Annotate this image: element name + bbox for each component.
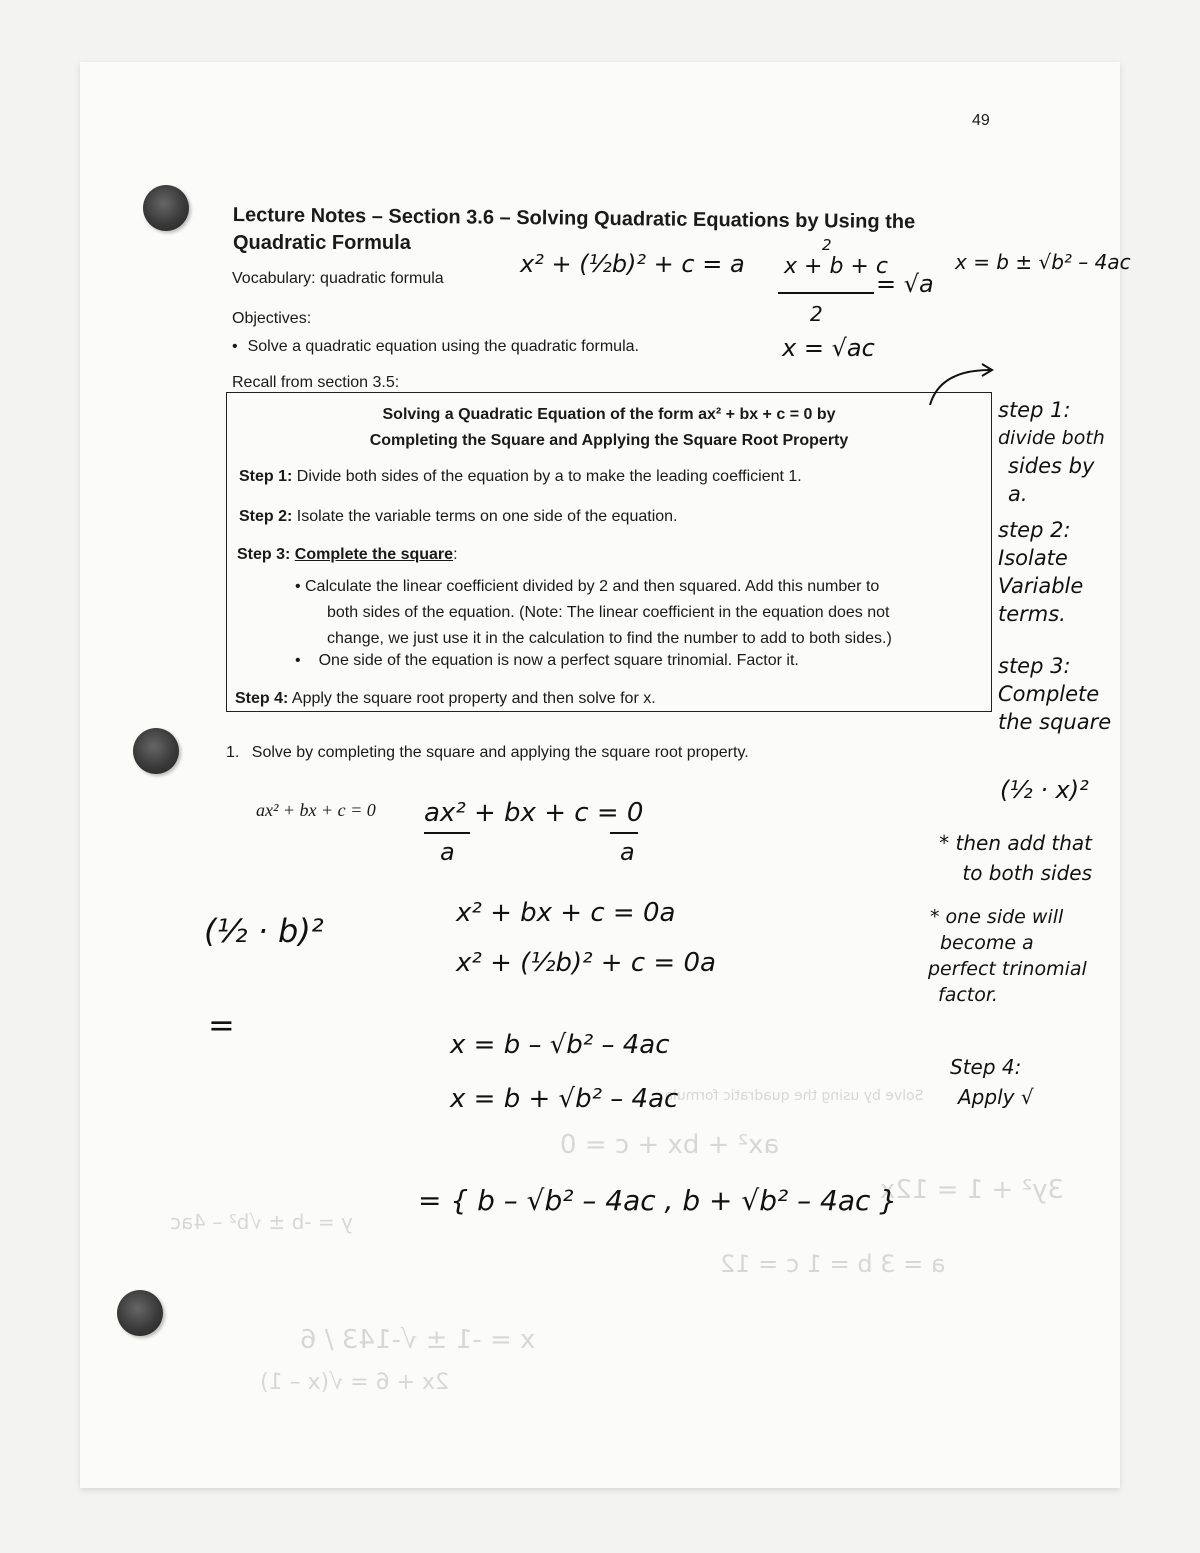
hand-top-eq4: x = b ± √b² – 4ac (955, 250, 1131, 274)
problem-1-number: 1. (226, 744, 240, 761)
side-step-3-formula: (½ · x)² (1000, 776, 1089, 804)
side-step-1 (998, 396, 1105, 508)
step-4-label: Step 4: (235, 690, 289, 707)
recall-label: Recall from section 3.5: (232, 374, 400, 391)
step-3-bullet-2: • One side of the equation is now a perfect square trinomial. Factor it. (295, 652, 799, 669)
bleed-through-6: Solve by using the quadratic formula. (660, 1088, 924, 1104)
page-number: 49 (972, 112, 990, 129)
side-step-3 (998, 652, 1111, 736)
step-3-label: Step 3: (237, 546, 291, 563)
work-half-b-squared: (½ · b)² (204, 912, 324, 950)
work-line-4: x = b – √b² – 4ac (450, 1030, 670, 1060)
hand-top-eq3: x = √ac (782, 334, 875, 362)
curved-arrow-icon (920, 360, 1000, 410)
side-step-1-a: step 1: (998, 398, 1071, 422)
page-title-line-2: Quadratic Formula (233, 232, 411, 254)
work-fraction-bar-right (610, 832, 638, 834)
side-step-1-d: a. (1008, 482, 1028, 506)
work-line-3: x² + (½b)² + c = 0a (456, 948, 716, 978)
work-divide-numerator: ax² + bx + c = 0 (424, 798, 644, 828)
vocabulary: Vocabulary: quadratic formula (232, 270, 444, 287)
step-2-text: Isolate the variable terms on one side of the equation. (296, 508, 678, 525)
side-step-1-c: sides by (1008, 454, 1095, 478)
step-3-text: Complete the square (294, 546, 454, 563)
box-step-4 (235, 690, 656, 708)
punch-hole-middle (133, 728, 179, 774)
bleed-through-5: y = -b ± √b² – 4ac (170, 1210, 353, 1234)
side-note-1-b: to both sides (962, 861, 1092, 885)
bullet-2-text: One side of the equation is now a perfect square trinomial. Factor it. (318, 652, 799, 669)
step-1-text: Divide both sides of the equation by a to make the leading coefficient 1. (296, 468, 802, 485)
bleed-through-7: 2x + 6 = √(x – 1) (260, 1370, 450, 1395)
bullet-1-line-2: both sides of the equation. (Note: The linear coefficient in the equation does not (327, 604, 890, 621)
side-step-4 (950, 1052, 1034, 1112)
hand-top-eq2-den: 2 (810, 302, 823, 326)
side-step-2-c: Variable (998, 574, 1084, 598)
side-note-2-d: factor. (938, 984, 998, 1006)
step-2-label: Step 2: (239, 508, 293, 525)
bullet-1-line-1: Calculate the linear coefficient divided by 2 and then squared. Add this number to (305, 578, 880, 595)
step-1-label: Step 1: (239, 468, 293, 485)
objective-1: • Solve a quadratic equation using the quadratic formula. (232, 338, 639, 356)
hand-top-eq2-sup: 2 (822, 236, 832, 254)
side-note-2-b: become a (940, 932, 1034, 954)
work-final-answer: = { b – √b² – 4ac , b + √b² – 4ac } (418, 1184, 898, 1217)
side-step-2-d: terms. (998, 602, 1066, 626)
side-note-2 (928, 904, 1087, 1008)
work-equals: = (208, 1006, 235, 1044)
work-line-2: x² + bx + c = 0a (456, 898, 676, 928)
bleed-through-3: a = 3 b = 1 c = 12 (720, 1250, 946, 1278)
side-step-3-a: step 3: (998, 654, 1071, 678)
side-step-2-b: Isolate (998, 546, 1068, 570)
hand-top-eq2-rhs: = √a (876, 270, 934, 298)
side-note-2-c: perfect trinomial (928, 958, 1087, 980)
hand-top-eq2-num: x + b + c (784, 254, 888, 279)
work-fraction-bar-left (424, 832, 470, 834)
page-title-line-1: Lecture Notes – Section 3.6 – Solving Quadratic Equations by Using the (232, 203, 916, 234)
side-step-4-a: Step 4: (950, 1055, 1022, 1079)
side-step-2 (998, 516, 1083, 628)
box-heading-line-2: Completing the Square and Applying the Square Root Property (369, 432, 849, 449)
bleed-through-4: x = -1 ± √-143 / 6 (300, 1325, 536, 1355)
side-step-2-a: step 2: (998, 518, 1071, 542)
objectives-label: Objectives: (232, 310, 312, 327)
work-divide-den-left: a (440, 838, 455, 866)
work-divide-den-right: a (620, 838, 635, 866)
hand-top-eq1: x² + (½b)² + c = a (520, 250, 745, 278)
punch-hole-top (143, 185, 189, 231)
box-heading-line-1: Solving a Quadratic Equation of the form ax² + bx + c = 0 by (382, 406, 836, 423)
side-step-4-b: Apply √ (958, 1085, 1034, 1109)
box-step-3: Step 3: Complete the square: (237, 546, 458, 563)
step-4-text: Apply the square root property and then solve for x. (291, 690, 656, 707)
punch-hole-bottom (117, 1290, 163, 1336)
problem-1 (226, 744, 749, 762)
side-step-3-c: the square (998, 710, 1112, 734)
side-note-2-a: * one side will (930, 906, 1064, 928)
side-note-1-a: * then add that (939, 831, 1092, 855)
work-line-5: x = b + √b² – 4ac (450, 1084, 679, 1114)
side-step-1-b: divide both (998, 427, 1105, 449)
side-note-1 (928, 828, 1092, 888)
fraction-bar (778, 292, 874, 294)
box-step-1 (239, 468, 802, 486)
side-step-3-b: Complete (998, 682, 1100, 706)
box-step-2 (239, 508, 677, 526)
problem-1-text: Solve by completing the square and applying the square root property. (251, 744, 749, 761)
bleed-through-1: ax² + bx + c = 0 (560, 1130, 780, 1160)
bleed-through-2: 3y² + 1 = 12x (880, 1175, 1064, 1205)
step-3-bullet-1: • Calculate the linear coefficient divided by 2 and then squared. Add this number to both sides of the equation. (Note: The linear coefficient in the equation does not change, we just use it in the calculation to find the number to add to both sides.) (305, 574, 892, 652)
problem-1-equation: ax² + bx + c = 0 (256, 800, 376, 820)
bullet-1-line-3: change, we just use it in the calculation to find the number to add to both sides.) (327, 630, 892, 647)
